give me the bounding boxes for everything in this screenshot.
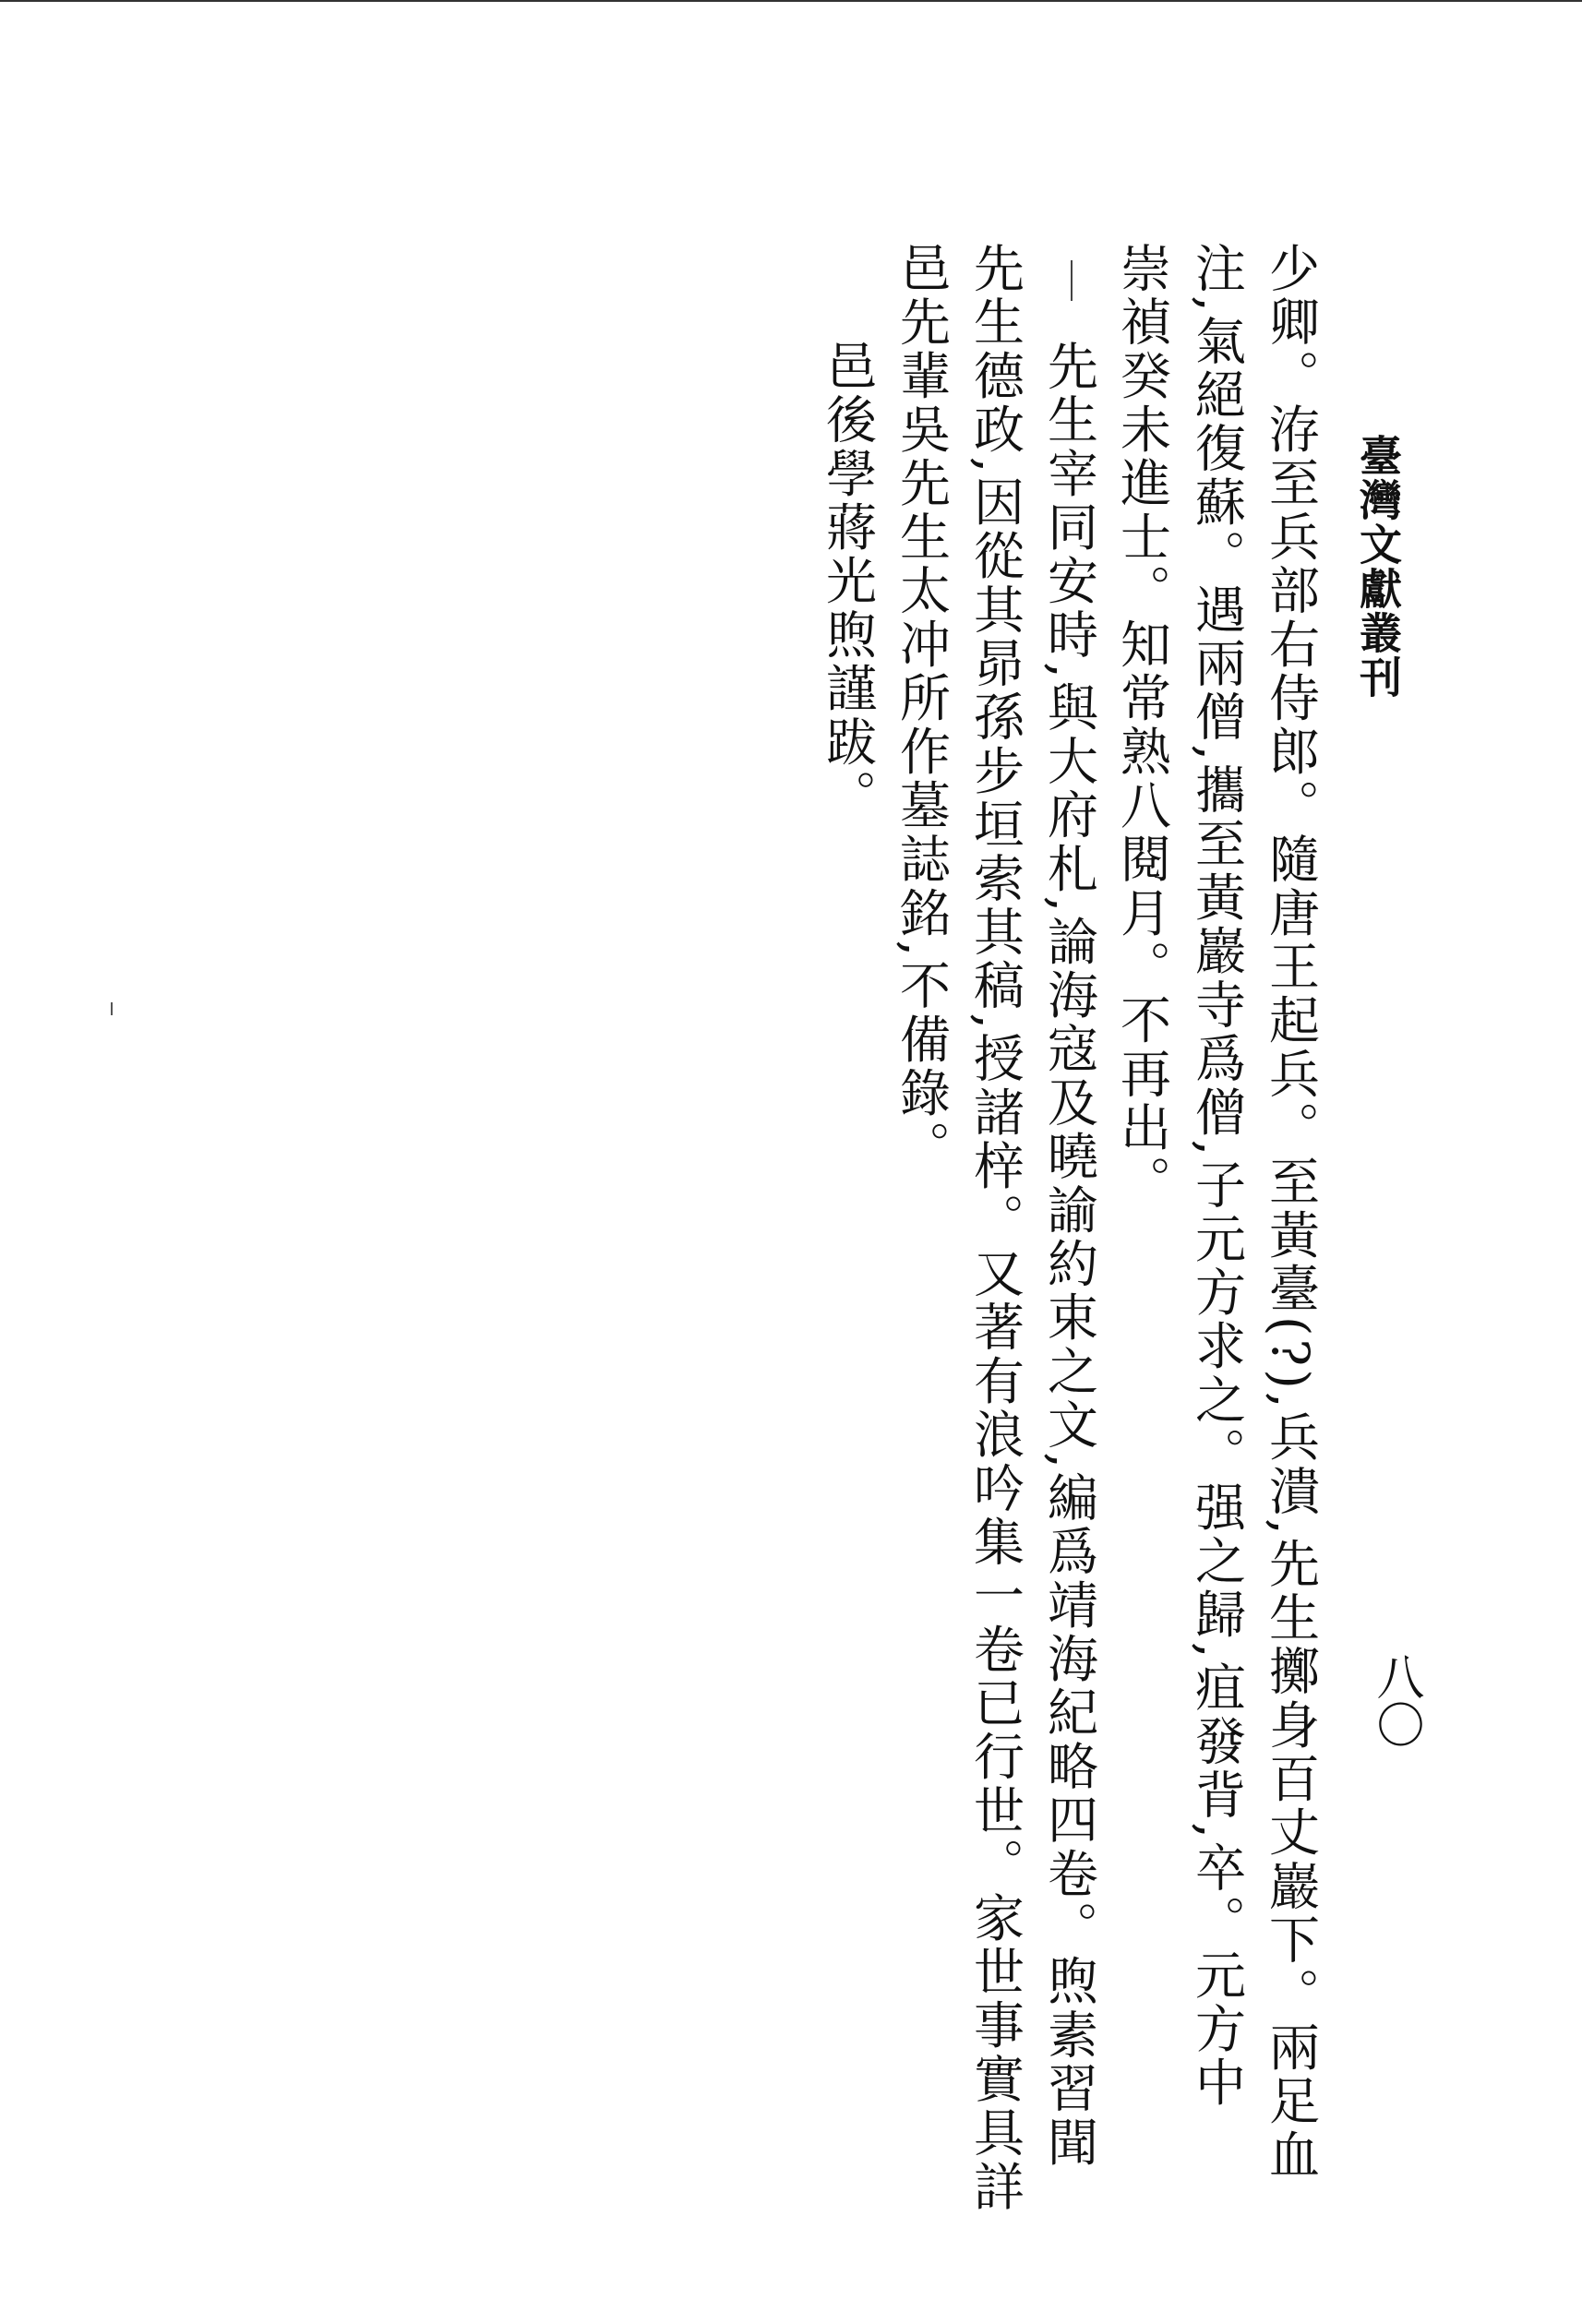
signature-line: 邑後學蔣光煦謹跋。 (818, 340, 877, 823)
stray-ink-mark (111, 1002, 113, 1015)
top-border-line (0, 0, 1582, 2)
text-column-2: 注,氣絕復蘇。遇兩僧,攜至黃巖寺爲僧,子元方求之。强之歸,疽發背,卒。元方中 (1187, 242, 1246, 2111)
text-column-5: 先生德政,因從其昴孫步垣索其稿,授諸梓。又著有浪吟集一卷已行世。家世事實具詳 (965, 242, 1025, 2214)
indent-mark (1071, 260, 1073, 301)
text-column-4: 先生宰同安時,與大府札,論海寇及曉諭約束之文,編爲靖海紀略四卷。煦素習聞 (1039, 340, 1098, 2170)
text-column-3: 崇禎癸未進士。知常熟八閱月。不再出。 (1112, 242, 1171, 1209)
running-header-title: 臺灣文獻叢刊 (1353, 434, 1403, 700)
text-column-1: 少卿。洊至兵部右侍郎。隨唐王起兵。至黃臺(?),兵潰,先生擲身百丈巖下。兩足血 (1261, 242, 1320, 2183)
page-number: 八〇 (1368, 1652, 1423, 1748)
text-column-6: 邑先輩吳先生太冲所作墓誌銘,不備錄。 (892, 242, 951, 1175)
